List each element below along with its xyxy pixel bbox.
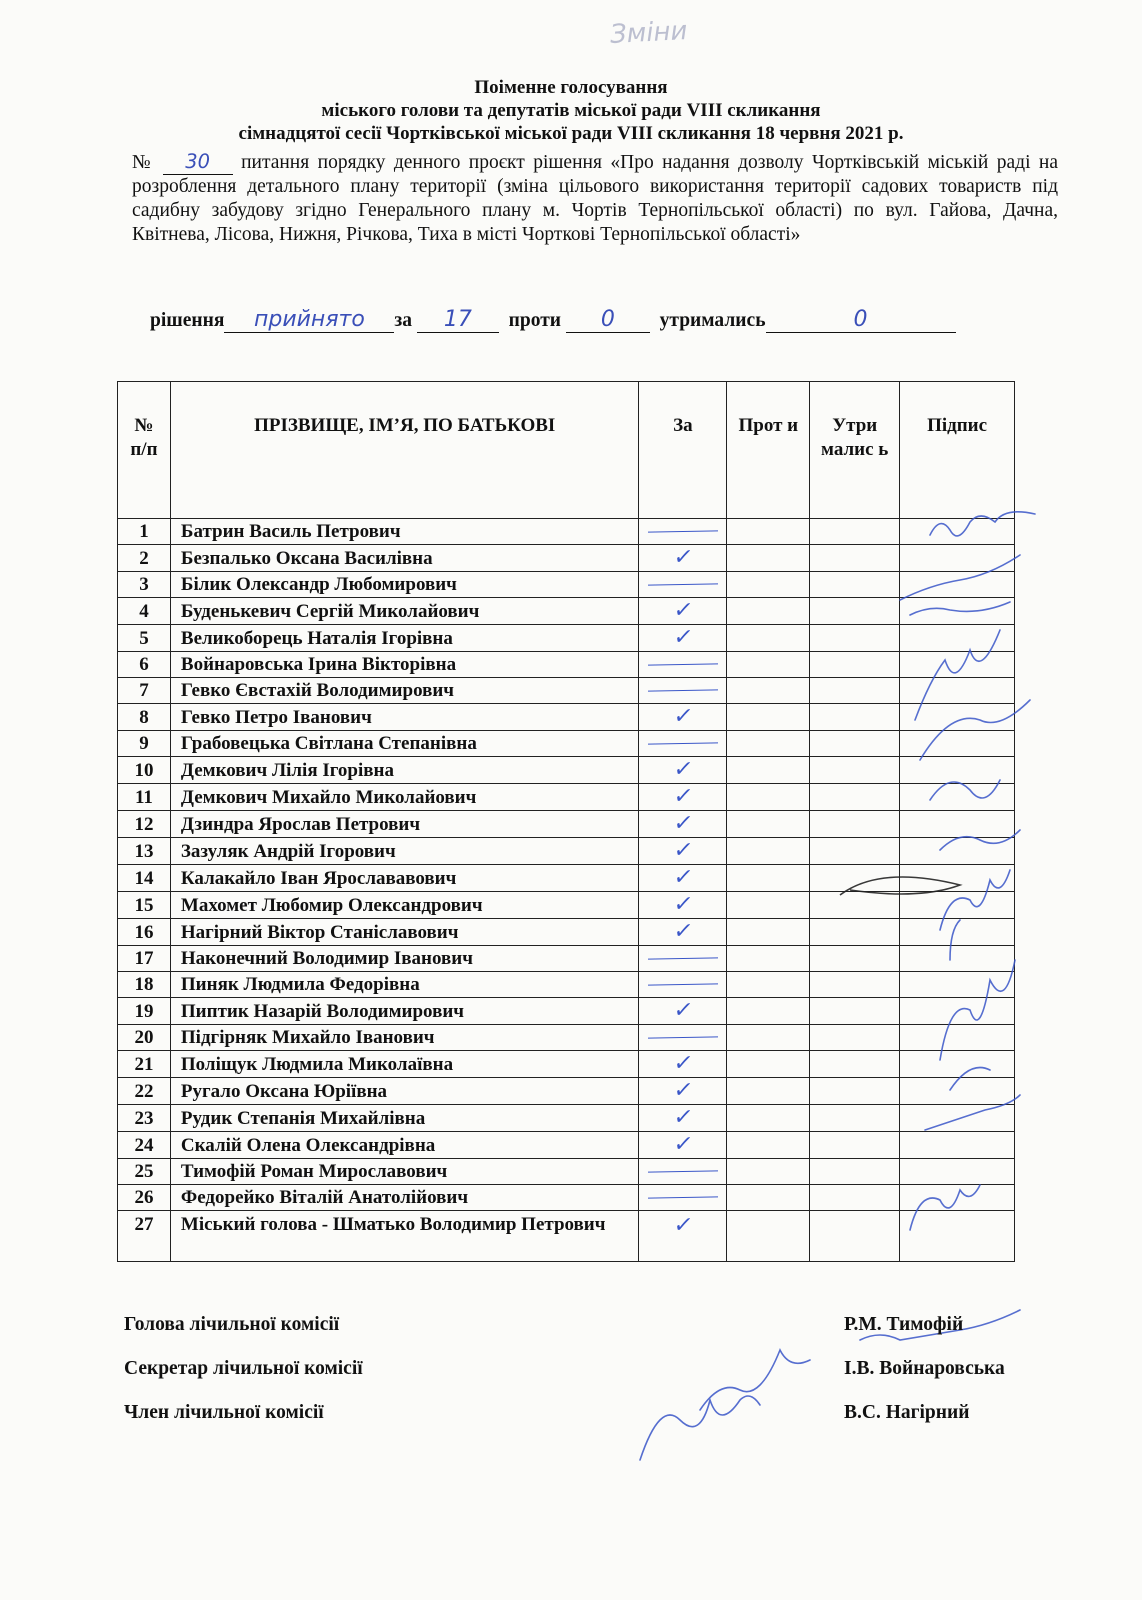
signature-cell <box>900 678 1015 704</box>
row-number: 19 <box>118 998 171 1025</box>
signature-cell <box>900 946 1015 972</box>
check-mark: ✓ <box>671 1051 695 1076</box>
check-mark: ✓ <box>671 1132 695 1157</box>
deputy-name: Поліщук Людмила Миколаївна <box>170 1051 639 1078</box>
deputy-name: Білик Олександр Любомирович <box>170 572 639 598</box>
row-number: 22 <box>118 1078 171 1105</box>
vote-against-cell <box>727 1105 810 1132</box>
deputy-name: Буденькевич Сергій Миколайович <box>170 598 639 625</box>
vote-for-cell <box>639 838 727 865</box>
for-label: за <box>394 310 412 331</box>
vote-abstain-cell <box>810 704 900 731</box>
header-abstain: Утри малис ь <box>810 382 900 519</box>
vote-for-cell <box>639 784 727 811</box>
check-mark: ✓ <box>671 757 695 782</box>
signature-cell <box>900 865 1015 892</box>
vote-for-cell <box>639 998 727 1025</box>
table-row <box>118 704 1015 731</box>
vote-for-cell <box>639 1132 727 1159</box>
table-row <box>118 1211 1015 1262</box>
signature-cell <box>900 784 1015 811</box>
vote-for-cell <box>639 919 727 946</box>
vote-abstain-cell <box>810 946 900 972</box>
row-number: 3 <box>118 572 171 598</box>
signature-cell <box>900 757 1015 784</box>
vote-for-cell <box>639 972 727 998</box>
table-row <box>118 545 1015 572</box>
signature-person: В.С. Нагірний <box>844 1402 970 1423</box>
vote-abstain-cell <box>810 1025 900 1051</box>
table-header-row <box>118 382 1015 519</box>
table-row <box>118 678 1015 704</box>
vote-abstain-cell <box>810 731 900 757</box>
row-number: 9 <box>118 731 171 757</box>
row-number: 5 <box>118 625 171 652</box>
vote-abstain-cell <box>810 865 900 892</box>
deputy-name: Гевко Євстахій Володимирович <box>170 678 639 704</box>
question-number-prefix: № <box>132 152 155 173</box>
vote-abstain-cell <box>810 598 900 625</box>
vote-abstain-cell <box>810 1185 900 1211</box>
vote-abstain-cell <box>810 972 900 998</box>
row-number: 2 <box>118 545 171 572</box>
signature-cell <box>900 1051 1015 1078</box>
signature-cell <box>900 1185 1015 1211</box>
deputy-name: Ругало Оксана Юріївна <box>170 1078 639 1105</box>
row-number: 14 <box>118 865 171 892</box>
check-mark: ✓ <box>671 919 695 944</box>
vote-for-cell <box>639 598 727 625</box>
deputy-name: Демкович Михайло Миколайович <box>170 784 639 811</box>
deputy-name: Грабовецька Світлана Степанівна <box>170 731 639 757</box>
deputy-name: Дзиндра Ярослав Петрович <box>170 811 639 838</box>
row-number: 18 <box>118 972 171 998</box>
check-mark: ✓ <box>671 998 695 1023</box>
row-number: 10 <box>118 757 171 784</box>
vote-against-cell <box>727 946 810 972</box>
table-row <box>118 598 1015 625</box>
vote-against-cell <box>727 757 810 784</box>
row-number: 20 <box>118 1025 171 1051</box>
check-mark: ✓ <box>671 598 695 623</box>
check-mark: ✓ <box>671 545 695 570</box>
vote-abstain-cell <box>810 545 900 572</box>
row-number: 16 <box>118 919 171 946</box>
dash-mark <box>648 530 718 532</box>
check-mark: ✓ <box>671 1078 695 1103</box>
vote-abstain-cell <box>810 519 900 545</box>
deputy-name: Рудик Степанія Михайлівна <box>170 1105 639 1132</box>
header-for: За <box>639 382 727 519</box>
vote-for-cell <box>639 678 727 704</box>
dash-mark <box>648 1036 718 1038</box>
vote-against-cell <box>727 598 810 625</box>
vote-against-cell <box>727 1132 810 1159</box>
roll-call-table <box>117 381 1015 1262</box>
against-label: проти <box>508 310 562 331</box>
row-number: 27 <box>118 1211 171 1262</box>
vote-result-line <box>150 308 956 333</box>
vote-for-cell <box>639 811 727 838</box>
row-number: 7 <box>118 678 171 704</box>
table-row <box>118 652 1015 678</box>
vote-against-cell <box>727 625 810 652</box>
question-text: питання порядку денного проєкт рішення «Про надання дозволу Чортківській міській раді на розроблення детального плану території (зміна цільового використання території садових товариств під садибну забудову згідно Генерального плану м. Чортів Тернопільської області) по вул. Гайова, Дачна, Квітнева, Лісова, Нижня, Річкова, Тиха в місті Чорткові Тернопільської області» <box>132 152 1059 245</box>
vote-for-cell <box>639 1105 727 1132</box>
row-number: 4 <box>118 598 171 625</box>
signature-person: І.В. Войнаровська <box>844 1358 1005 1379</box>
deputy-name: Пиняк Людмила Федорівна <box>170 972 639 998</box>
table-row <box>118 811 1015 838</box>
header-num: № п/п <box>118 382 171 519</box>
vote-abstain-cell <box>810 652 900 678</box>
table-row <box>118 1185 1015 1211</box>
signature-role: Член лічильної комісії <box>124 1402 324 1423</box>
deputy-name: Міський голова - Шматько Володимир Петрович <box>170 1211 639 1262</box>
vote-against-cell <box>727 972 810 998</box>
table-row <box>118 1051 1015 1078</box>
dash-mark <box>648 983 718 985</box>
signature-cell <box>900 998 1015 1025</box>
signature-cell <box>900 838 1015 865</box>
vote-against-cell <box>727 784 810 811</box>
vote-abstain-cell <box>810 1078 900 1105</box>
dash-mark <box>648 1196 718 1198</box>
signature-cell <box>900 598 1015 625</box>
header-signature: Підпис <box>900 382 1015 519</box>
dash-mark <box>648 663 718 665</box>
vote-against-cell <box>727 811 810 838</box>
vote-against-cell <box>727 519 810 545</box>
dash-mark <box>648 689 718 691</box>
vote-abstain-cell <box>810 838 900 865</box>
agenda-question <box>132 150 1058 247</box>
table-row <box>118 1159 1015 1185</box>
table-row <box>118 519 1015 545</box>
vote-against-cell <box>727 545 810 572</box>
vote-against-cell <box>727 652 810 678</box>
signature-cell <box>900 731 1015 757</box>
signature-person: Р.М. Тимофій <box>844 1314 964 1335</box>
deputy-name: Безпалько Оксана Василівна <box>170 545 639 572</box>
signature-role: Секретар лічильної комісії <box>124 1358 363 1379</box>
vote-against-cell <box>727 1185 810 1211</box>
vote-for-cell <box>639 519 727 545</box>
dash-mark <box>648 957 718 959</box>
vote-against-cell <box>727 998 810 1025</box>
decision-value: прийнято <box>224 308 394 333</box>
vote-abstain-cell <box>810 784 900 811</box>
signature-cell <box>900 892 1015 919</box>
vote-against-cell <box>727 678 810 704</box>
row-number: 11 <box>118 784 171 811</box>
row-number: 24 <box>118 1132 171 1159</box>
deputy-name: Гевко Петро Іванович <box>170 704 639 731</box>
deputy-name: Зазуляк Андрій Ігорович <box>170 838 639 865</box>
signature-cell <box>900 545 1015 572</box>
vote-against-cell <box>727 919 810 946</box>
table-row <box>118 1105 1015 1132</box>
vote-abstain-cell <box>810 1105 900 1132</box>
deputy-name: Батрин Василь Петрович <box>170 519 639 545</box>
signature-cell <box>900 811 1015 838</box>
table-row <box>118 757 1015 784</box>
header-name: ПРІЗВИЩЕ, ІМ’Я, ПО БАТЬКОВІ <box>170 382 639 519</box>
signature-cell <box>900 1025 1015 1051</box>
dash-mark <box>648 742 718 744</box>
vote-for-cell <box>639 1078 727 1105</box>
deputy-name: Тимофій Роман Мирославович <box>170 1159 639 1185</box>
signature-cell <box>900 1132 1015 1159</box>
vote-against-cell <box>727 892 810 919</box>
signature-cell <box>900 704 1015 731</box>
vote-against-cell <box>727 704 810 731</box>
handwritten-stamp-note: Зміни <box>609 15 689 51</box>
vote-against-cell <box>727 1051 810 1078</box>
deputy-name: Підгірняк Михайло Іванович <box>170 1025 639 1051</box>
deputy-name: Наконечний Володимир Іванович <box>170 946 639 972</box>
vote-against-cell <box>727 1078 810 1105</box>
table-row <box>118 919 1015 946</box>
vote-abstain-cell <box>810 678 900 704</box>
vote-for-cell <box>639 625 727 652</box>
table-row <box>118 892 1015 919</box>
row-number: 21 <box>118 1051 171 1078</box>
signature-row <box>124 1402 1024 1432</box>
vote-for-cell <box>639 1211 727 1262</box>
vote-abstain-cell <box>810 1159 900 1185</box>
vote-for-cell <box>639 1185 727 1211</box>
vote-abstain-cell <box>810 811 900 838</box>
check-mark: ✓ <box>671 892 695 917</box>
signature-cell <box>900 625 1015 652</box>
header-title: Поіменне голосування <box>474 77 668 98</box>
signature-cell <box>900 919 1015 946</box>
table-row <box>118 1132 1015 1159</box>
vote-for-cell <box>639 1159 727 1185</box>
deputy-name: Демкович Лілія Ігорівна <box>170 757 639 784</box>
vote-abstain-cell <box>810 1132 900 1159</box>
vote-against-cell <box>727 731 810 757</box>
question-number: 30 <box>163 150 233 175</box>
table-row <box>118 972 1015 998</box>
deputy-name: Скалій Олена Олександрівна <box>170 1132 639 1159</box>
row-number: 6 <box>118 652 171 678</box>
row-number: 15 <box>118 892 171 919</box>
deputy-name: Войнаровська Ірина Вікторівна <box>170 652 639 678</box>
abstain-value: 0 <box>766 308 956 333</box>
deputy-name: Федорейко Віталій Анатолійович <box>170 1185 639 1211</box>
table-row <box>118 784 1015 811</box>
vote-for-cell <box>639 1051 727 1078</box>
dash-mark <box>648 1170 718 1172</box>
deputy-name: Великоборець Наталія Ігорівна <box>170 625 639 652</box>
vote-against-cell <box>727 1211 810 1262</box>
vote-abstain-cell <box>810 1211 900 1262</box>
dash-mark <box>648 583 718 585</box>
vote-for-cell <box>639 1025 727 1051</box>
vote-for-cell <box>639 572 727 598</box>
check-mark: ✓ <box>671 1105 695 1130</box>
row-number: 13 <box>118 838 171 865</box>
document-header <box>0 76 1142 145</box>
vote-for-cell <box>639 545 727 572</box>
check-mark: ✓ <box>671 1213 695 1238</box>
vote-abstain-cell <box>810 919 900 946</box>
vote-abstain-cell <box>810 757 900 784</box>
table-row <box>118 838 1015 865</box>
table-row <box>118 946 1015 972</box>
check-mark: ✓ <box>671 625 695 650</box>
vote-abstain-cell <box>810 998 900 1025</box>
header-session: сімнадцятої сесії Чортківської міської ради VIII скликання 18 червня 2021 р. <box>238 123 904 144</box>
vote-abstain-cell <box>810 572 900 598</box>
vote-for-cell <box>639 892 727 919</box>
vote-against-cell <box>727 865 810 892</box>
table-row <box>118 865 1015 892</box>
for-value: 17 <box>417 308 499 333</box>
check-mark: ✓ <box>671 811 695 836</box>
vote-for-cell <box>639 865 727 892</box>
signature-cell <box>900 572 1015 598</box>
signature-cell <box>900 1211 1015 1262</box>
signature-row <box>124 1358 1024 1388</box>
vote-against-cell <box>727 838 810 865</box>
check-mark: ✓ <box>671 865 695 890</box>
abstain-label: утримались <box>659 310 766 331</box>
vote-for-cell <box>639 731 727 757</box>
signature-cell <box>900 652 1015 678</box>
deputy-name: Пиптик Назарій Володимирович <box>170 998 639 1025</box>
row-number: 25 <box>118 1159 171 1185</box>
vote-against-cell <box>727 572 810 598</box>
row-number: 26 <box>118 1185 171 1211</box>
vote-for-cell <box>639 704 727 731</box>
vote-for-cell <box>639 946 727 972</box>
vote-abstain-cell <box>810 1051 900 1078</box>
table-row <box>118 625 1015 652</box>
signature-cell <box>900 1159 1015 1185</box>
deputy-name: Нагірний Віктор Станіславович <box>170 919 639 946</box>
table-row <box>118 998 1015 1025</box>
against-value: 0 <box>566 308 650 333</box>
row-number: 8 <box>118 704 171 731</box>
check-mark: ✓ <box>671 704 695 729</box>
row-number: 1 <box>118 519 171 545</box>
signature-cell <box>900 519 1015 545</box>
table-row <box>118 1025 1015 1051</box>
check-mark: ✓ <box>671 784 695 809</box>
signature-cell <box>900 1078 1015 1105</box>
vote-abstain-cell <box>810 892 900 919</box>
deputy-name: Махомет Любомир Олександрович <box>170 892 639 919</box>
signature-cell <box>900 972 1015 998</box>
vote-for-cell <box>639 757 727 784</box>
deputy-name: Калакайло Іван Ярослававович <box>170 865 639 892</box>
row-number: 12 <box>118 811 171 838</box>
row-number: 17 <box>118 946 171 972</box>
header-against: Прот и <box>727 382 810 519</box>
row-number: 23 <box>118 1105 171 1132</box>
vote-against-cell <box>727 1025 810 1051</box>
check-mark: ✓ <box>671 838 695 863</box>
signature-row <box>124 1314 1024 1344</box>
signature-role: Голова лічильної комісії <box>124 1314 340 1335</box>
vote-against-cell <box>727 1159 810 1185</box>
vote-for-cell <box>639 652 727 678</box>
vote-abstain-cell <box>810 625 900 652</box>
header-subtitle: міського голови та депутатів міської ради VIII скликання <box>321 100 821 121</box>
table-row <box>118 1078 1015 1105</box>
signature-cell <box>900 1105 1015 1132</box>
table-row <box>118 572 1015 598</box>
decision-label: рішення <box>150 310 225 331</box>
table-row <box>118 731 1015 757</box>
